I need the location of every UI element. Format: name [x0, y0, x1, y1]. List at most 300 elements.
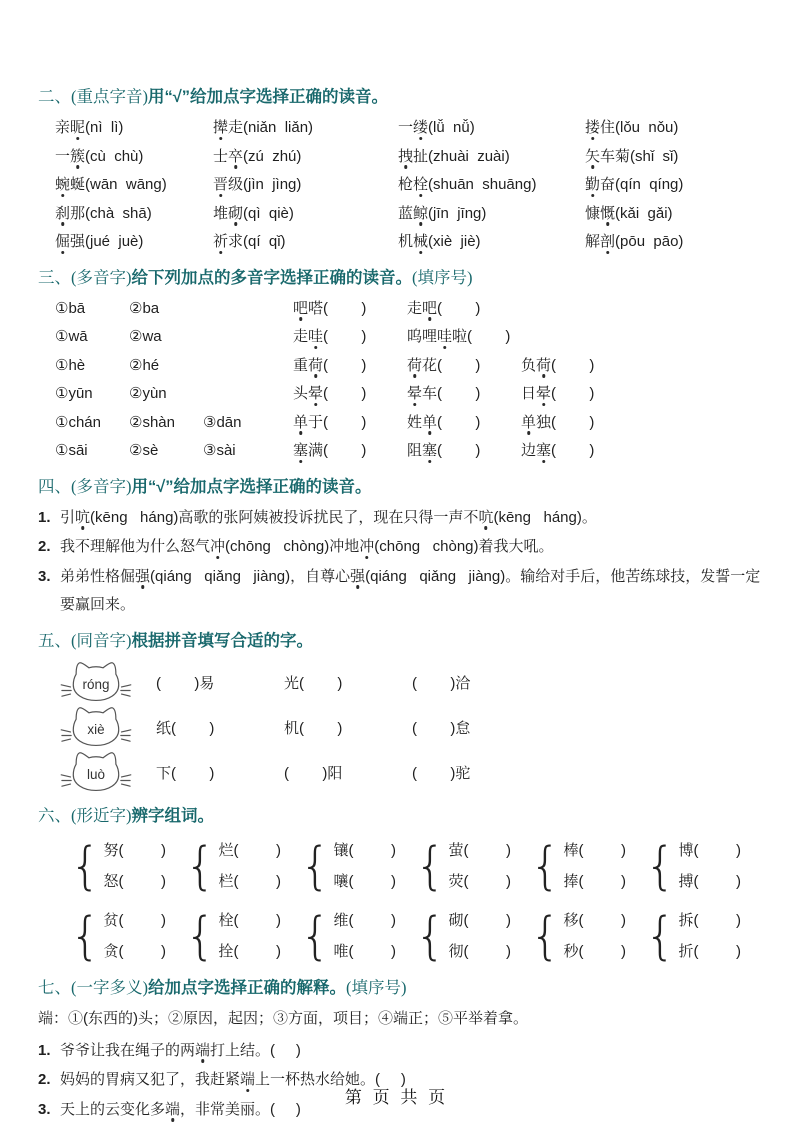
word-item	[585, 114, 767, 143]
text-run: (kǎi gǎi)	[615, 205, 673, 222]
pair-row	[70, 835, 767, 897]
pair-column	[679, 835, 742, 897]
pair-bottom: 折( )	[679, 936, 742, 967]
text-run: 边	[521, 442, 536, 459]
text-run: 重	[293, 357, 308, 374]
dotted-char: 冲	[359, 538, 374, 555]
text-run: ( )	[437, 414, 480, 431]
option-list	[55, 323, 293, 352]
word-item	[213, 171, 398, 200]
pair-top: 贫( )	[104, 905, 167, 936]
option-label: ①hè	[55, 352, 129, 381]
pair-column	[334, 905, 397, 967]
section-2-instruction: 用“√”给加点字选择正确的读音。	[148, 88, 388, 106]
dotted-char: 端	[195, 1042, 210, 1059]
word-list	[293, 380, 635, 409]
text-run: (zú zhú)	[243, 148, 301, 165]
text-run: (nì lì)	[85, 119, 123, 136]
question-number: 3.	[38, 563, 60, 620]
dotted-char: 哇	[437, 328, 452, 345]
text-run: ( )	[323, 328, 366, 345]
cat-face-icon	[58, 660, 134, 704]
dotted-char: 械	[413, 233, 428, 250]
text-run: (xiè jiè)	[428, 233, 481, 250]
word-item	[213, 143, 398, 172]
option-list	[55, 295, 293, 324]
text-run: 满( )	[308, 442, 366, 459]
word-item	[407, 437, 521, 466]
char-pair	[645, 835, 760, 897]
char-pair	[415, 835, 530, 897]
section-7-items	[38, 1037, 767, 1124]
fill-blank: ( )怠	[412, 717, 540, 738]
text-run: 住(lǒu nǒu)	[600, 119, 678, 136]
pair-column	[104, 905, 167, 967]
text-run: 我不理解他为什么怒气	[60, 538, 210, 555]
text-run: ( )	[437, 442, 480, 459]
pair-bottom: 怒( )	[104, 866, 167, 897]
pair-top: 移( )	[564, 905, 627, 936]
option-label: ②hé	[129, 352, 203, 381]
word-item	[55, 114, 213, 143]
text-run: 慷	[585, 205, 600, 222]
pair-bottom: 拴( )	[219, 936, 282, 967]
word-item	[293, 409, 407, 438]
brace-glyph: {	[415, 834, 446, 897]
section-7-title	[38, 975, 767, 1001]
word-item	[398, 228, 585, 257]
option-label: ①sāi	[55, 437, 129, 466]
pair-top: 砌( )	[449, 905, 512, 936]
word-list	[293, 323, 521, 352]
pair-column	[564, 835, 627, 897]
dotted-char: 端	[240, 1071, 255, 1088]
fill-blank: ( )洽	[412, 672, 540, 693]
dotted-char: 拽	[398, 148, 413, 165]
text-run: 一	[55, 148, 70, 165]
cat-face-icon	[58, 750, 134, 794]
section-3	[38, 265, 767, 466]
text-run: 走	[407, 300, 422, 317]
brace-glyph: {	[300, 834, 331, 897]
section-2	[38, 84, 767, 257]
pair-top: 棒( )	[564, 835, 627, 866]
text-run: ( )	[437, 300, 480, 317]
fill-blank: 光( )	[284, 672, 412, 693]
section-4	[38, 474, 767, 620]
section-6	[38, 803, 767, 967]
question-item	[38, 504, 767, 533]
section-3-title	[38, 265, 767, 291]
dotted-char: 卒	[228, 148, 243, 165]
text-run: 妈妈的胃病又犯了，我赶紧	[60, 1071, 240, 1088]
option-list	[55, 437, 293, 466]
text-run: (cù chù)	[85, 148, 143, 165]
question-item	[38, 563, 767, 620]
option-list	[55, 409, 293, 438]
text-run: 打上结。( )	[210, 1042, 301, 1059]
dotted-char: 晕	[308, 385, 323, 402]
section-6-tag: (形近字)	[71, 806, 132, 825]
section-4-items	[38, 504, 767, 620]
section-6-title	[38, 803, 767, 829]
dotted-char: 祈	[213, 233, 228, 250]
dotted-char: 荷	[407, 357, 422, 374]
word-item	[407, 380, 521, 409]
section-7-instruction: 给加点字选择正确的解释。	[148, 979, 346, 997]
text-run: (pōu pāo)	[615, 233, 683, 250]
text-run: (jīn jīng)	[428, 205, 486, 222]
option-label: ②yùn	[129, 380, 203, 409]
text-run: (qiáng qiǎng jiàng)。输给对手后，他苦练球技，发誓一定要赢回来。	[60, 568, 760, 614]
text-run: 姓	[407, 414, 422, 431]
brace-glyph: {	[530, 904, 561, 967]
dotted-char: 塞	[422, 442, 437, 459]
text-run: 弟弟性格倔	[60, 568, 135, 585]
text-run: 上一杯热水给她。( )	[255, 1071, 406, 1088]
section-7-number: 七、	[38, 978, 71, 997]
word-item	[521, 352, 635, 381]
fill-blank: 纸( )	[156, 717, 284, 738]
text-run: 那(chà shā)	[70, 205, 152, 222]
word-item	[398, 200, 585, 229]
question-number: 1.	[38, 1037, 60, 1066]
option-label: ③dān	[203, 409, 277, 438]
pair-bottom: 唯( )	[334, 936, 397, 967]
section-2-tag: (重点字音)	[71, 87, 148, 106]
text-run: ，非常美丽。( )	[180, 1101, 301, 1118]
char-pair	[70, 905, 185, 967]
char-pair	[415, 905, 530, 967]
text-run: 士	[213, 148, 228, 165]
fill-blank: ( )驼	[412, 762, 540, 783]
dotted-char: 塞	[536, 442, 551, 459]
char-pair	[185, 905, 300, 967]
question-text	[60, 533, 554, 562]
text-run: 走	[293, 328, 308, 345]
word-item	[585, 171, 767, 200]
pinyin-label: róng	[83, 677, 110, 692]
section-6-number: 六、	[38, 806, 71, 825]
text-run: 于( )	[308, 414, 366, 431]
dotted-char: 勤	[585, 176, 600, 193]
word-item	[398, 171, 585, 200]
option-label: ②ba	[129, 295, 203, 324]
section-3-suffix: (填序号)	[412, 268, 473, 287]
fill-blank: ( )易	[156, 672, 284, 693]
pair-bottom: 嚷( )	[334, 866, 397, 897]
question-number: 2.	[38, 533, 60, 562]
option-list	[55, 380, 293, 409]
section-7-tag: (一字多义)	[71, 978, 148, 997]
dotted-char: 哇	[308, 328, 323, 345]
text-run: 独( )	[536, 414, 594, 431]
char-pair	[530, 835, 645, 897]
pinyin-label: xiè	[87, 722, 104, 737]
text-run: 啦( )	[452, 328, 510, 345]
page-footer: 第 页 共 页	[0, 1083, 793, 1108]
dotted-char: 单	[293, 414, 308, 431]
section-3-tag: (多音字)	[71, 268, 132, 287]
text-run: 亲	[55, 119, 70, 136]
section-2-number: 二、	[38, 87, 71, 106]
text-run: 车( )	[422, 385, 480, 402]
section-4-number: 四、	[38, 477, 71, 496]
word-item	[521, 380, 635, 409]
word-item	[55, 171, 213, 200]
section-3-instruction: 给下列加点的多音字选择正确的读音。	[132, 269, 413, 287]
dotted-char: 蜿	[55, 176, 70, 193]
text-run: ( )	[323, 385, 366, 402]
char-pair	[530, 905, 645, 967]
dotted-char: 强	[350, 568, 365, 585]
text-run: (qiáng qiǎng jiàng)，自尊心	[150, 568, 350, 585]
option-label: ②sè	[129, 437, 203, 466]
text-run: (shuān shuāng)	[428, 176, 536, 193]
pair-bottom: 贪( )	[104, 936, 167, 967]
text-run: 扯(zhuài zuài)	[413, 148, 510, 165]
pair-bottom: 荧( )	[449, 866, 512, 897]
definition-line: 端：①(东西的)头；②原因，起因；③方面，项目；④端正；⑤平举着拿。	[38, 1005, 767, 1033]
text-run: 奋(qín qíng)	[600, 176, 683, 193]
word-item	[398, 143, 585, 172]
word-item	[55, 143, 213, 172]
text-run: ( )	[323, 357, 366, 374]
dotted-char: 吧	[293, 300, 308, 317]
dotted-char: 慨	[600, 205, 615, 222]
section-6-instruction: 辨字组词。	[132, 807, 215, 825]
polyphone-row	[55, 437, 767, 466]
pair-bottom: 捧( )	[564, 866, 627, 897]
section-5-instruction: 根据拼音填写合适的字。	[132, 632, 314, 650]
text-run: 爷爷让我在绳子的两	[60, 1042, 195, 1059]
text-run: (chōng chòng)冲地	[225, 538, 359, 555]
word-item	[293, 380, 407, 409]
char-pair	[645, 905, 760, 967]
text-run: (lǚ nǚ)	[428, 119, 475, 136]
word-item	[521, 437, 635, 466]
pair-column	[449, 905, 512, 967]
option-list	[55, 352, 293, 381]
pair-top: 烂( )	[219, 835, 282, 866]
text-run: ( )	[551, 357, 594, 374]
section-4-instruction: 用“√”给加点字选择正确的读音。	[132, 478, 372, 496]
pair-top: 拆( )	[679, 905, 742, 936]
char-pair	[300, 835, 415, 897]
text-run: (kēng háng)高歌的张阿姨被投诉扰民了，现在只得一声不	[90, 509, 478, 526]
question-item	[38, 1037, 767, 1066]
dotted-char: 栓	[413, 176, 428, 193]
dotted-char: 晕	[536, 385, 551, 402]
dotted-char: 鲸	[413, 205, 428, 222]
pair-row	[70, 905, 767, 967]
fill-cells	[156, 717, 540, 738]
brace-glyph: {	[530, 834, 561, 897]
section-3-rows	[38, 295, 767, 466]
dotted-char: 晋	[213, 176, 228, 193]
dotted-char: 荷	[308, 357, 323, 374]
word-item	[293, 437, 407, 466]
word-list	[293, 352, 635, 381]
option-label: ①wā	[55, 323, 129, 352]
dotted-char: 倔	[55, 233, 70, 250]
word-item	[213, 228, 398, 257]
pair-top: 努( )	[104, 835, 167, 866]
char-pair	[185, 835, 300, 897]
dotted-char: 荷	[536, 357, 551, 374]
section-7-suffix: (填序号)	[346, 978, 407, 997]
text-run: (chōng chòng)着我大吼。	[374, 538, 553, 555]
word-item	[213, 114, 398, 143]
word-item	[585, 200, 767, 229]
char-pair	[70, 835, 185, 897]
pair-top: 维( )	[334, 905, 397, 936]
brace-glyph: {	[300, 904, 331, 967]
pair-column	[104, 835, 167, 897]
brace-glyph: {	[185, 904, 216, 967]
fill-blank: 机( )	[284, 717, 412, 738]
dotted-char: 晕	[407, 385, 422, 402]
option-label: ①chán	[55, 409, 129, 438]
option-label: ②wa	[129, 323, 203, 352]
brace-glyph: {	[70, 834, 101, 897]
text-run: 蓝	[398, 205, 413, 222]
word-item	[55, 228, 213, 257]
word-list	[293, 295, 521, 324]
option-label: ①bā	[55, 295, 129, 324]
pair-column	[219, 905, 282, 967]
dotted-char: 刹	[55, 205, 70, 222]
section-4-tag: (多音字)	[71, 477, 132, 496]
pair-column	[564, 905, 627, 967]
polyphone-row	[55, 380, 767, 409]
fill-blank: ( )阳	[284, 762, 412, 783]
question-number: 3.	[38, 1096, 60, 1124]
text-run: 呜哩	[407, 328, 437, 345]
word-item	[407, 409, 521, 438]
text-run: 负	[521, 357, 536, 374]
text-run: 堆	[213, 205, 228, 222]
pair-bottom: 秒( )	[564, 936, 627, 967]
word-item	[293, 352, 407, 381]
pair-column	[219, 835, 282, 897]
char-pair	[300, 905, 415, 967]
dotted-char: 缕	[413, 119, 428, 136]
text-run: 一	[398, 119, 413, 136]
dotted-char: 强	[135, 568, 150, 585]
brace-glyph: {	[70, 904, 101, 967]
word-item	[585, 143, 767, 172]
dotted-char: 矢	[585, 148, 600, 165]
fill-cells	[156, 762, 540, 783]
brace-glyph: {	[645, 904, 676, 967]
polyphone-row	[55, 352, 767, 381]
dotted-char: 吧	[422, 300, 437, 317]
text-run: ( )	[551, 442, 594, 459]
word-list	[293, 437, 635, 466]
dotted-char: 昵	[70, 119, 85, 136]
text-run: 枪	[398, 176, 413, 193]
pair-bottom: 搏( )	[679, 866, 742, 897]
word-item	[407, 295, 521, 324]
dotted-char: 簇	[70, 148, 85, 165]
text-run: 头	[293, 385, 308, 402]
polyphone-row	[55, 409, 767, 438]
text-run: 日	[521, 385, 536, 402]
polyphone-row	[55, 323, 767, 352]
text-run: 花( )	[422, 357, 480, 374]
question-number: 1.	[38, 504, 60, 533]
word-item	[293, 295, 407, 324]
pair-top: 萤( )	[449, 835, 512, 866]
pair-bottom: 彻( )	[449, 936, 512, 967]
option-label: ①yūn	[55, 380, 129, 409]
word-item	[213, 200, 398, 229]
section-5	[38, 628, 767, 795]
brace-glyph: {	[415, 904, 446, 967]
section-5-number: 五、	[38, 631, 71, 650]
word-list	[293, 409, 635, 438]
question-text	[60, 563, 767, 620]
text-run: 解	[585, 233, 600, 250]
section-5-title	[38, 628, 767, 654]
pair-column	[449, 835, 512, 897]
cat-face-icon	[58, 705, 134, 749]
text-run: 级(jìn jìng)	[228, 176, 301, 193]
text-run: (qì qiè)	[243, 205, 294, 222]
text-run: (kēng háng)。	[493, 509, 596, 526]
question-number: 2.	[38, 1066, 60, 1095]
dotted-char: 单	[422, 414, 437, 431]
word-item	[293, 323, 407, 352]
dotted-char: 冲	[210, 538, 225, 555]
section-2-words	[38, 114, 767, 257]
dotted-char: 吭	[478, 509, 493, 526]
text-run: 强(jué juè)	[70, 233, 143, 250]
homophone-row	[58, 750, 767, 795]
pair-column	[679, 905, 742, 967]
section-6-rows	[38, 835, 767, 967]
dotted-char: 塞	[293, 442, 308, 459]
pair-top: 栓( )	[219, 905, 282, 936]
text-run: 走(niǎn liǎn)	[228, 119, 313, 136]
text-run: 车菊(shǐ sǐ)	[600, 148, 678, 165]
section-5-tag: (同音字)	[71, 631, 132, 650]
word-item	[407, 323, 521, 352]
word-item	[407, 352, 521, 381]
text-run: 嗒( )	[308, 300, 366, 317]
word-item	[521, 409, 635, 438]
text-run: 机	[398, 233, 413, 250]
brace-glyph: {	[185, 834, 216, 897]
option-label: ②shàn	[129, 409, 203, 438]
dotted-char: 剖	[600, 233, 615, 250]
question-text	[60, 1037, 301, 1066]
word-item	[585, 228, 767, 257]
dotted-char: 吭	[75, 509, 90, 526]
pair-bottom: 栏( )	[219, 866, 282, 897]
text-run: 阻	[407, 442, 422, 459]
text-run: 求(qí qǐ)	[228, 233, 286, 250]
brace-glyph: {	[645, 834, 676, 897]
pair-top: 博( )	[679, 835, 742, 866]
text-run: 天上的云变化多	[60, 1101, 165, 1118]
text-run: ( )	[551, 385, 594, 402]
section-3-number: 三、	[38, 268, 71, 287]
text-run: 引	[60, 509, 75, 526]
fill-cells	[156, 672, 540, 693]
option-label: ③sài	[203, 437, 277, 466]
